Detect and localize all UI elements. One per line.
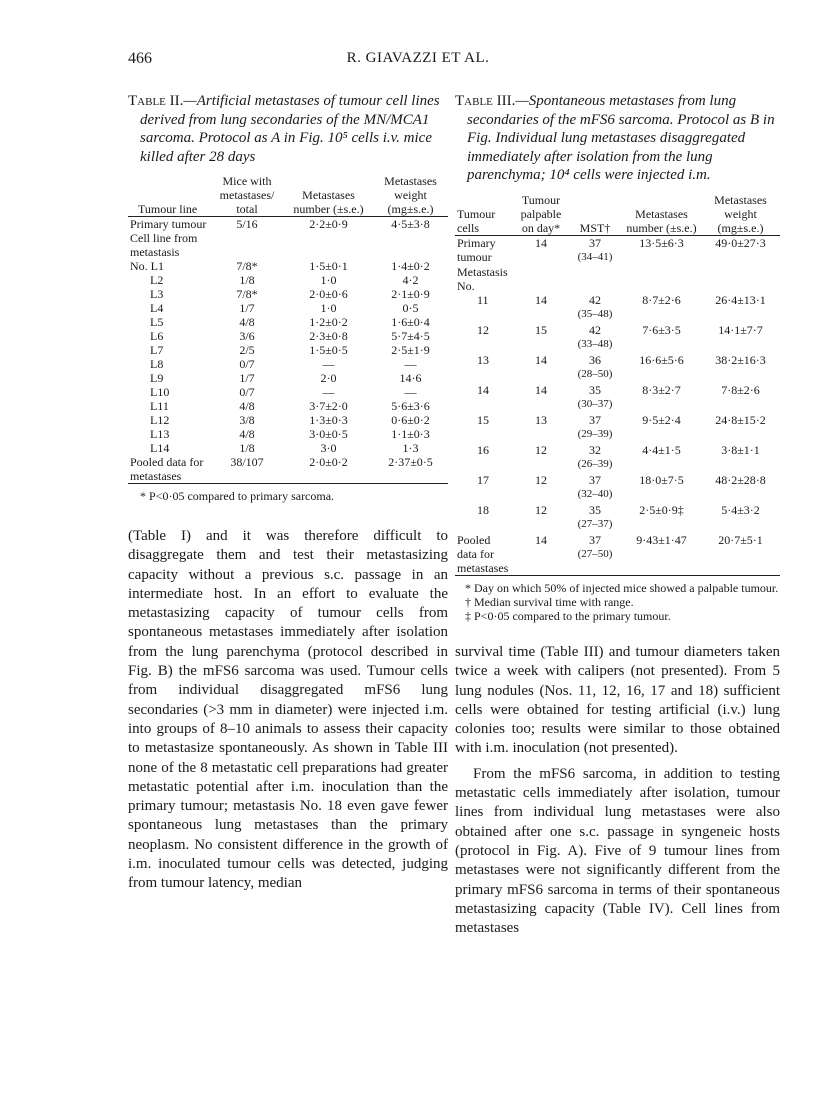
table2-row	[128, 329, 448, 343]
table3-cell-day: 14	[535, 353, 547, 367]
table2-cell-mice: 1/7	[239, 301, 255, 315]
table3-cell-day: 14	[535, 293, 547, 307]
table3-cell-weight: 38·2±16·3	[715, 353, 766, 367]
right-column	[455, 92, 780, 938]
table2-cell-weight: 1·1±0·3	[391, 427, 430, 441]
table3-footnote-1: * Day on which 50% of injected mice showed a palpable tumour.	[465, 581, 779, 595]
table2-cell-mice: 1/8	[239, 273, 255, 287]
table3-mst-range: (29–39)	[577, 428, 613, 440]
table2-cell-number: 1·3±0·3	[309, 413, 348, 427]
table3-cell-mst	[568, 503, 622, 533]
table3-cell-number: 8·3±2·7	[642, 383, 681, 397]
table2-cell-line: L14	[150, 441, 170, 455]
table3-header-cells: Tumour cells	[457, 206, 496, 235]
table3-caption	[455, 92, 780, 185]
table3-footnote-2: † Median survival time with range.	[465, 595, 634, 609]
table3-mst-value: 37	[589, 473, 601, 487]
table3-cell-weight: 24·8±15·2	[715, 413, 766, 427]
table3-cell-cells: Primary tumour	[457, 235, 496, 264]
table3-cell-day: 15	[535, 323, 547, 337]
table2-cell-number: 2·0±0·2	[309, 455, 348, 469]
table3-cell-day: 14	[535, 383, 547, 397]
table3-cell-day: 12	[535, 503, 547, 517]
table2-header-line: Tumour line	[138, 202, 198, 216]
table2-cell-weight: 0·6±0·2	[391, 413, 430, 427]
table2-caption	[128, 92, 448, 166]
table3-cell-number: 18·0±7·5	[639, 473, 684, 487]
table2-cell-mice: 7/8*	[236, 287, 258, 301]
table2-cell-number: 3·0	[320, 441, 337, 455]
table3-row	[455, 383, 780, 413]
table3-cell-day: 14	[535, 533, 547, 547]
right-paragraph-2: From the mFS6 sarcoma, in addition to testing metastatic cells immediately after isolation, tumour lines from individual lung metastases were also obtained after one s.c. passage in syngeneic hosts (protocol in Fig. A). Five of 9 tumour lines from metastases were not significantly different from the primary mFS6 sarcoma in terms of their spontaneous metastasizing capacity (Table IV). Cell lines from metastases	[455, 765, 780, 937]
table2-cell-line: L2	[150, 273, 164, 287]
table3-mst-value: 37	[589, 533, 601, 547]
table3-cell-weight: 3·8±1·1	[721, 443, 760, 457]
table2-cell-mice	[210, 231, 284, 259]
table3-mst-value: 42	[589, 293, 601, 307]
table2-header-mice: Mice with metastases/ total	[219, 174, 275, 216]
table2	[128, 174, 448, 483]
table2-cell-line: L12	[150, 413, 170, 427]
table3-cell-mst	[568, 353, 622, 383]
table3-mst-value: 32	[589, 443, 601, 457]
table2-cell-mice: 5/16	[236, 217, 258, 231]
table3-mst-value: 37	[589, 413, 601, 427]
table2-cell-mice: 38/107	[230, 455, 264, 469]
table3	[455, 193, 780, 576]
table2-cell-number: 1·0	[320, 301, 337, 315]
table3-row	[455, 353, 780, 383]
table2-row	[128, 287, 448, 301]
table3-cell-number: 4·4±1·5	[642, 443, 681, 457]
table3-cell-number: 8·7±2·6	[642, 293, 681, 307]
table3-footnote-3: ‡ P<0·05 compared to the primary tumour.	[465, 609, 671, 623]
table2-row	[128, 455, 448, 483]
table2-cell-mice: 1/8	[239, 441, 255, 455]
table3-cell-weight: 14·1±7·7	[718, 323, 763, 337]
table3-cell-mst	[568, 265, 622, 293]
table2-header-number: Metastases number (±s.e.)	[293, 188, 364, 216]
table3-mst-value: 42	[589, 323, 601, 337]
table3-cell-day: 12	[535, 473, 547, 487]
table2-cell-line: L8	[150, 357, 164, 371]
left-paragraph: (Table I) and it was therefore difficult to disaggregate them and test their metastasizing capacity without a previous s.c. passage in an intermediate host. In an effort to evaluate the metastasizing capacity of tumour cells from spontaneous metastases immediately after isolation from the lung parenchyma (protocol described in Fig. B) the mFS6 sarcoma was used. Tumour cells from individual disaggregated mFS6 lung secondaries (>3 mm in diameter) were injected i.m. into groups of 8–10 animals to assess their capacity to metastasize spontaneously. As shown in Table III none of the 8 metastatic cell preparations had greater metastatic potential after i.m. inoculation than the primary tumour; metastasis No. 18 even gave fewer spontaneous lung metastases than the primary neoplasm. No consistent difference in the growth of i.m. inoculated tumour cells was detected, judging from tumour latency, median	[128, 528, 448, 892]
table2-row	[128, 441, 448, 455]
table3-caption-text: —Spontaneous metastases from lung secondaries of the mFS6 sarcoma. Protocol as B in Fig. Individual lung metastases disaggregated immediately after isolation from the lung parenchyma; 10⁴ cells were injected i.m.	[467, 93, 775, 183]
table2-caption-text: —Artificial metastases of tumour cell lines derived from lung secondaries of the MN/MCA1 sarcoma. Protocol as A in Fig. 10⁵ cells i.v. mice killed after 28 days	[140, 93, 440, 165]
table2-row	[128, 385, 448, 399]
table2-cell-weight: 4·2	[402, 273, 419, 287]
table3-cell-number: 9·43±1·47	[636, 533, 687, 547]
table2-cell-mice: 0/7	[239, 385, 255, 399]
table3-mst-range: (32–40)	[577, 488, 613, 500]
table2-cell-number	[284, 231, 373, 259]
table2-cell-number: —	[322, 357, 335, 371]
table3-mst-range: (35–48)	[577, 308, 613, 320]
table2-cell-number: —	[322, 385, 335, 399]
table3-cell-number: 16·6±5·6	[639, 353, 684, 367]
table3-mst-value: 35	[589, 383, 601, 397]
table2-row	[128, 259, 448, 273]
table3-mst-range: (28–50)	[577, 368, 613, 380]
table2-row	[128, 399, 448, 413]
table3-cell-number: 9·5±2·4	[642, 413, 681, 427]
page-number: 466	[128, 50, 152, 67]
table2-cell-number: 1·5±0·1	[309, 259, 348, 273]
table2-cell-weight: 5·6±3·6	[391, 399, 430, 413]
table2-cell-line: L3	[150, 287, 164, 301]
table3-cell-weight: 48·2±28·8	[715, 473, 766, 487]
table2-cell-mice: 0/7	[239, 357, 255, 371]
table2-cell-weight: 14·6	[399, 371, 422, 385]
table2-row	[128, 273, 448, 287]
table3-mst-value: 37	[589, 235, 601, 250]
table2-cell-line: No. L1	[130, 259, 164, 273]
table2-row	[128, 301, 448, 315]
table2-cell-weight: 2·1±0·9	[391, 287, 430, 301]
table3-cell-number: 2·5±0·9‡	[639, 503, 684, 517]
table3-header-day: Tumour palpable on day*	[520, 192, 562, 235]
table3-cell-number: 13·5±6·3	[639, 235, 684, 250]
table2-cell-line: Pooled data for metastases	[130, 455, 204, 483]
table3-cell-mst	[568, 533, 622, 575]
table3-cell-weight: 5·4±3·2	[721, 503, 760, 517]
table2-cell-weight: 2·37±0·5	[388, 455, 433, 469]
table2-cell-number: 1·5±0·5	[309, 343, 348, 357]
table3-row	[455, 503, 780, 533]
table2-cell-mice: 4/8	[239, 427, 255, 441]
table3-cell-cells: 16	[477, 443, 489, 457]
table3-cell-day: 14	[535, 235, 547, 250]
table3-cell-mst	[568, 383, 622, 413]
table2-cell-weight	[373, 231, 448, 259]
table2-row	[128, 427, 448, 441]
table2-cell-number: 2·0	[320, 371, 337, 385]
table3-cell-day	[514, 265, 568, 293]
table2-cell-mice: 4/8	[239, 315, 255, 329]
table3-footnotes	[455, 575, 780, 623]
table3-mst-value: 36	[589, 353, 601, 367]
table3-row	[455, 533, 780, 575]
table3-cell-cells: 18	[477, 503, 489, 517]
table2-cell-number: 2·3±0·8	[309, 329, 348, 343]
table3-row	[455, 235, 780, 265]
table3-header-weight: Metastases weight (mg±s.e.)	[714, 192, 767, 235]
table2-cell-line: Primary tumour	[130, 217, 207, 231]
running-title: R. GIAVAZZI ET AL.	[346, 50, 490, 66]
table3-cell-cells: 17	[477, 473, 489, 487]
table3-mst-range: (33–48)	[577, 338, 613, 350]
table3-cell-weight	[701, 265, 780, 293]
table3-header-number: Metastases number (±s.e.)	[626, 206, 697, 235]
table2-cell-number: 2·2±0·9	[309, 217, 348, 231]
table3-cell-day: 12	[535, 443, 547, 457]
table2-cell-number: 3·7±2·0	[309, 399, 348, 413]
table3-cell-cells: Metastasis No.	[457, 265, 508, 293]
table3-mst-range: (27–37)	[577, 518, 613, 530]
table2-header-weight: Metastases weight (mg±s.e.)	[384, 174, 437, 216]
table3-label: Table III.	[455, 93, 516, 109]
table3-row	[455, 473, 780, 503]
table2-row	[128, 413, 448, 427]
table3-cell-mst	[568, 473, 622, 503]
table3-row	[455, 413, 780, 443]
table2-row	[128, 315, 448, 329]
table2-cell-weight: —	[404, 385, 417, 399]
table3-cell-cells: 12	[477, 323, 489, 337]
table2-footnote: * P<0·05 compared to primary sarcoma.	[128, 483, 448, 503]
table2-cell-weight: 1·4±0·2	[391, 259, 430, 273]
table2-cell-mice: 2/5	[239, 343, 255, 357]
table2-cell-weight: 0·5	[402, 301, 419, 315]
table3-cell-weight: 49·0±27·3	[715, 235, 766, 250]
left-column	[128, 92, 448, 894]
table3-cell-mst	[568, 293, 622, 323]
table3-cell-day: 13	[535, 413, 547, 427]
table2-cell-line: L11	[150, 399, 169, 413]
table2-row	[128, 231, 448, 259]
table2-cell-mice: 4/8	[239, 399, 255, 413]
table2-cell-mice: 3/8	[239, 413, 255, 427]
table3-cell-cells: 11	[477, 293, 489, 307]
table3-cell-number: 7·6±3·5	[642, 323, 681, 337]
table2-body	[128, 217, 448, 484]
table2-cell-mice: 7/8*	[236, 259, 258, 273]
table2-cell-number: 1·0	[320, 273, 337, 287]
table2-cell-weight: 1·3	[402, 441, 419, 455]
table2-cell-mice: 1/7	[239, 371, 255, 385]
table3-mst-range: (26–39)	[577, 458, 613, 470]
table2-row	[128, 371, 448, 385]
right-body	[455, 643, 780, 938]
table3-cell-mst	[568, 413, 622, 443]
table3-body	[455, 235, 780, 575]
table3-header-mst: MST†	[579, 220, 611, 235]
table2-cell-mice: 3/6	[239, 329, 255, 343]
table3-row	[455, 293, 780, 323]
table2-cell-line: L4	[150, 301, 164, 315]
table3-row	[455, 323, 780, 353]
table2-cell-weight: 2·5±1·9	[391, 343, 430, 357]
table2-cell-line: Cell line from metastasis	[130, 231, 198, 259]
table2-cell-weight: 5·7±4·5	[391, 329, 430, 343]
table2-cell-line: L13	[150, 427, 170, 441]
table2-cell-number: 1·2±0·2	[309, 315, 348, 329]
table3-cell-weight: 7·8±2·6	[721, 383, 760, 397]
table2-row	[128, 343, 448, 357]
table3-cell-mst	[568, 443, 622, 473]
table2-cell-line: L7	[150, 343, 164, 357]
table2-cell-line: L10	[150, 385, 170, 399]
table3-cell-mst	[568, 235, 622, 265]
table3-cell-mst	[568, 323, 622, 353]
left-body	[128, 527, 448, 894]
table2-cell-number: 2·0±0·6	[309, 287, 348, 301]
table3-cell-number	[622, 265, 701, 293]
table3-mst-value: 35	[589, 503, 601, 517]
table3-row	[455, 443, 780, 473]
table3-mst-range: (27–50)	[577, 548, 613, 560]
table2-cell-weight: —	[404, 357, 417, 371]
right-paragraph-1: survival time (Table III) and tumour diameters taken twice a week with calipers (not presented). From 5 lung nodules (Nos. 11, 12, 16, 17 and 18) sufficient cells were obtained for testing artificial (i.v.) lung colonies too; results were similar to those obtained with i.m. inoculation (not presented).	[455, 644, 780, 757]
table3-cell-cells: 13	[477, 353, 489, 367]
table2-cell-weight: 1·6±0·4	[391, 315, 430, 329]
table2-row	[128, 357, 448, 371]
table2-cell-line: L5	[150, 315, 164, 329]
table3-row	[455, 265, 780, 293]
table3-cell-cells: 14	[477, 383, 489, 397]
table3-mst-range: (30–37)	[577, 398, 613, 410]
table3-mst-range: (34–41)	[577, 250, 613, 263]
table2-cell-line: L9	[150, 371, 164, 385]
table2-cell-line: L6	[150, 329, 164, 343]
table3-cell-weight: 26·4±13·1	[715, 293, 766, 307]
table3-cell-cells: Pooled data for metastases	[457, 533, 509, 575]
table2-row	[128, 217, 448, 232]
table3-cell-cells: 15	[477, 413, 489, 427]
table2-cell-weight: 4·5±3·8	[391, 217, 430, 231]
table3-cell-weight: 20·7±5·1	[718, 533, 763, 547]
table2-label: Table II.	[128, 93, 184, 109]
table2-cell-number: 3·0±0·5	[309, 427, 348, 441]
page-header	[128, 50, 708, 76]
